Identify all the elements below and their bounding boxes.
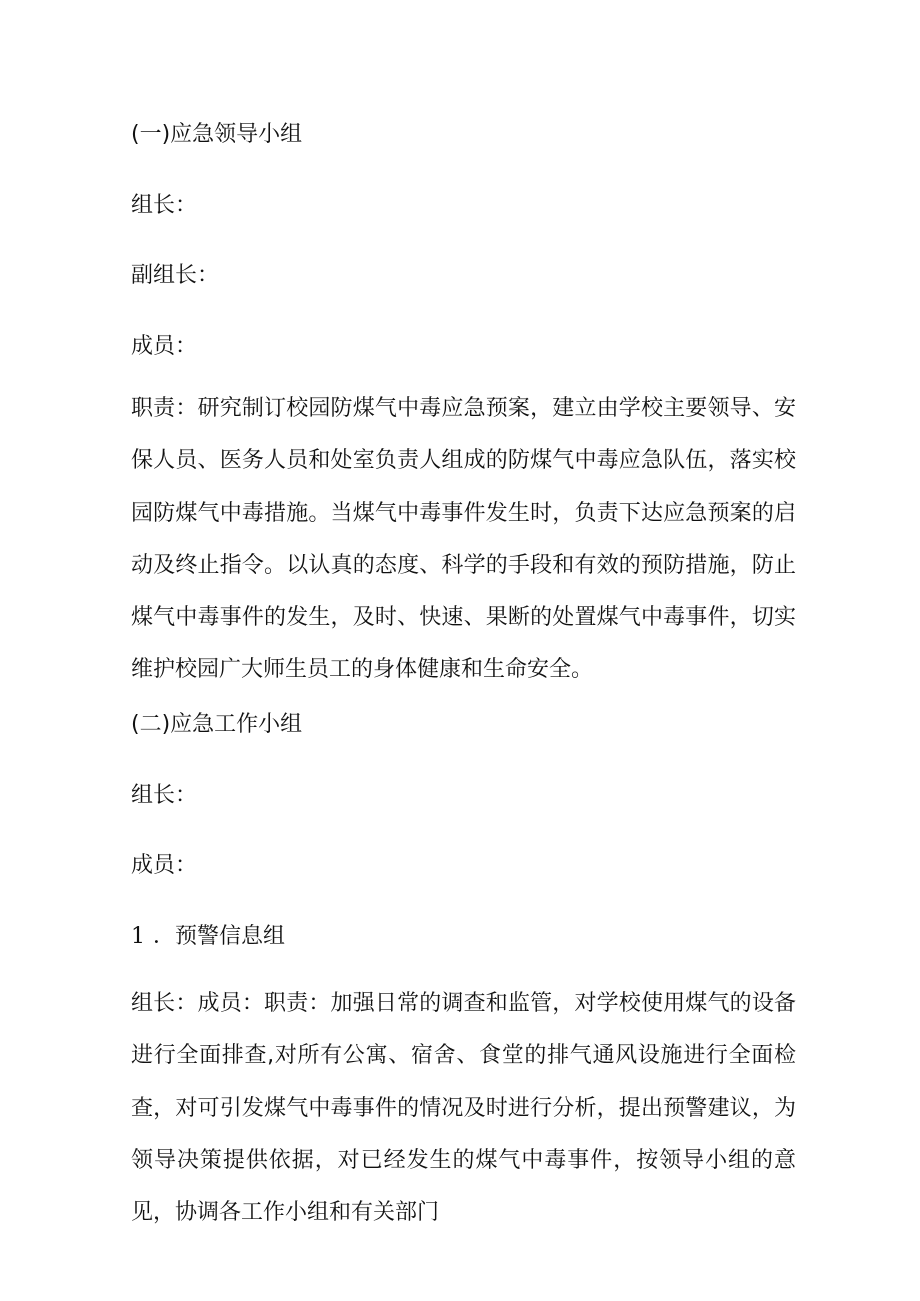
section-heading-emergency-leadership-group: (一)应急领导小组 bbox=[131, 122, 303, 147]
deputy-leader-label: 副组长： bbox=[131, 263, 220, 288]
section-heading-emergency-work-group: (二)应急工作小组 bbox=[131, 712, 303, 737]
subsection-number: 1 bbox=[131, 924, 145, 949]
subsection-heading-warning-info-group bbox=[131, 924, 285, 950]
leader-label: 组长： bbox=[131, 193, 198, 218]
duties-paragraph-leadership-group: 职责：研究制订校园防煤气中毒应急预案，建立由学校主要领导、安保人员、医务人员和处室负责人组成的防煤气中毒应急队伍，落实校园防煤气中毒措施。当煤气中毒事件发生时，负责下达应急预案的启动及终止指令。以认真的态度、科学的手段和有效的预防措施，防止煤气中毒事件的发生，及时、快速、果断的处置煤气中毒事件，切实维护校园广大师生员工的身体健康和生命安全。 bbox=[131, 396, 796, 683]
leader-label-work-group: 组长： bbox=[131, 783, 198, 808]
members-label-work-group: 成员： bbox=[131, 853, 198, 878]
duties-paragraph-warning-info-group: 组长：成员：职责：加强日常的调查和监管，对学校使用煤气的设备进行全面排查,对所有公寓、宿舍、食堂的排气通风设施进行全面检查，对可引发煤气中毒事件的情况及时进行分析，提出预警建议，为领导决策提供依据，对已经发生的煤气中毒事件，按领导小组的意见，协调各工作小组和有关部门 bbox=[131, 991, 796, 1226]
subsection-title: ．预警信息组 bbox=[153, 924, 286, 949]
members-label: 成员： bbox=[131, 334, 198, 359]
